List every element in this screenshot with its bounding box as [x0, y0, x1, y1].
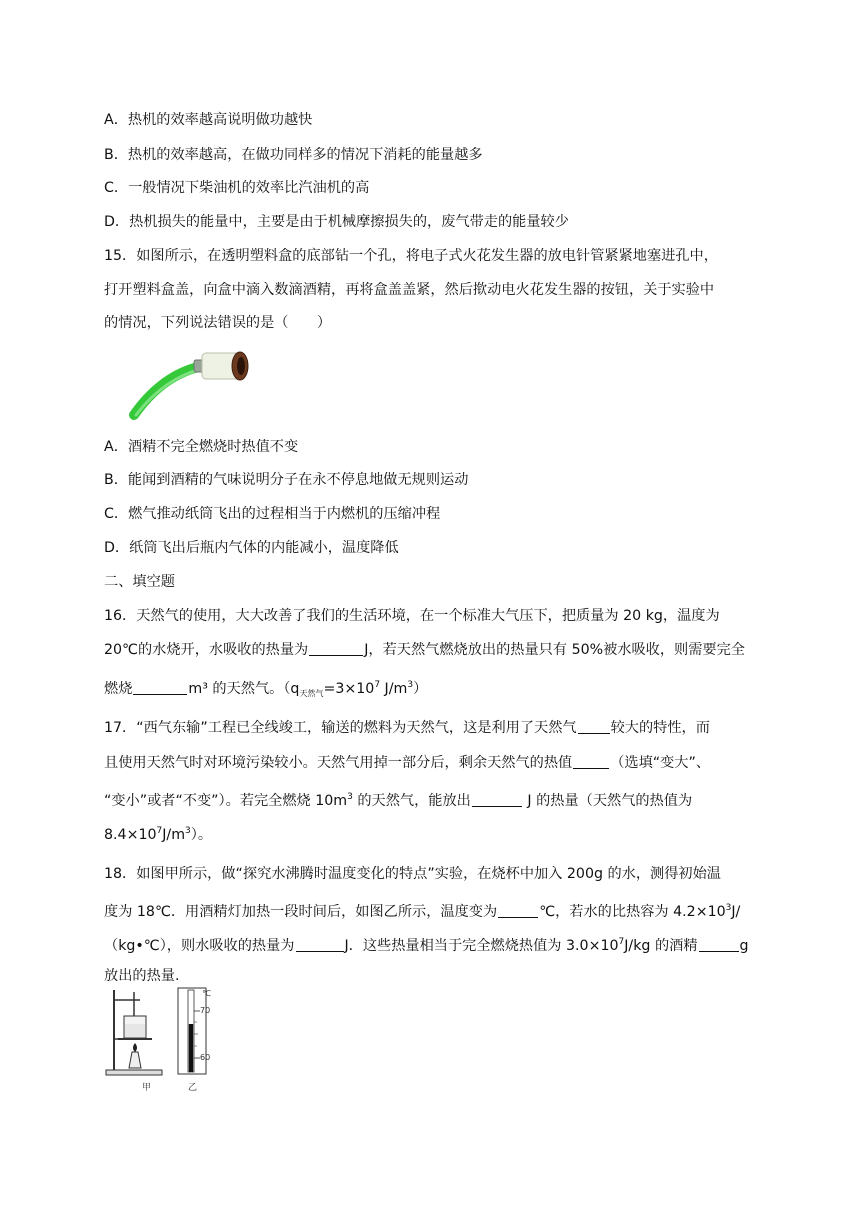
- thermometer-tick-60: 60: [200, 1053, 211, 1062]
- q18-blank-2: [296, 937, 344, 952]
- figure-label-jia: 甲: [142, 1083, 152, 1093]
- q16-line2: 20℃的水烧开，水吸收的热量为 J，若天然气燃烧放出的热量只有 50%被水吸收，则需要完全: [104, 642, 745, 658]
- q17-line4: $8.4\times 10^7J/m^3$）。: [104, 826, 213, 843]
- q16-line3: 燃烧 m³ 的天然气。（$q_{天然气}=3\times 10^7$ $J/m^3$）: [104, 680, 428, 698]
- q14-option-c: C．一般情况下柴油机的效率比汽油机的高: [104, 180, 370, 196]
- q18-line2: 度为 18℃．用酒精灯加热一段时间后，如图乙所示，温度变为 ℃，若水的比热容为 $4.2\times 10^3J/$: [104, 903, 741, 920]
- q15-option-b: B．能闻到酒精的气味说明分子在永不停息地做无规则运动: [104, 472, 469, 488]
- figure-label-yi: 乙: [188, 1083, 198, 1093]
- q17-blank-1: [578, 719, 610, 734]
- q14-option-b: B．热机的效率越高，在做功同样多的情况下消耗的能量越多: [104, 147, 483, 163]
- q16-blank-1: [309, 641, 363, 656]
- q14-option-d: D．热机损失的能量中，主要是由于机械摩擦损失的，废气带走的能量较少: [104, 214, 569, 230]
- q15-option-a: A．酒精不完全燃烧时热值不变: [104, 439, 299, 455]
- thermometer-tick-70: 70: [200, 1006, 211, 1015]
- q17-line3: “变小”或者“不变”）。若完全燃烧 $10m^3$ 的天然气，能放出 J 的热量（天然气的热值为: [104, 792, 693, 809]
- q18-line4: 放出的热量.: [104, 968, 180, 984]
- q18-experiment-figure: [104, 986, 222, 1086]
- q15-stem-line3: 的情况，下列说法错误的是（ ）: [104, 315, 332, 331]
- section-heading-fill-blank: 二、填空题: [104, 574, 175, 590]
- q15-option-c: C．燃气推动纸筒飞出的过程相当于内燃机的压缩冲程: [104, 506, 441, 522]
- q17-line1: 17．“西气东输”工程已全线竣工，输送的燃料为天然气，这是利用了天然气 较大的特性，而: [104, 720, 710, 736]
- q17-blank-2: [573, 754, 609, 769]
- q18-line3: （kg•℃），则水吸收的热量为 J．这些热量相当于完全燃烧热值为 $3.0\times 10^7J/kg$ 的酒精 g: [104, 937, 749, 954]
- q15-experiment-figure: [128, 345, 258, 425]
- q14-option-a: A．热机的效率越高说明做功越快: [104, 112, 313, 128]
- thermometer-unit: ℃: [202, 989, 211, 998]
- q18-line1: 18．如图甲所示，做“探究水沸腾时温度变化的特点”实验，在烧杯中加入 200g 的水，测得初始温: [104, 866, 721, 882]
- q15-stem-line1: 15．如图所示，在透明塑料盒的底部钻一个孔，将电子式火花发生器的放电针管紧紧地塞进孔中，: [104, 248, 718, 264]
- q18-blank-3: [699, 937, 739, 952]
- q16-line1: 16．天然气的使用，大大改善了我们的生活环境，在一个标准大气压下，把质量为 20 kg，温度为: [104, 608, 720, 624]
- q17-blank-3: [472, 792, 522, 807]
- q18-blank-1: [498, 903, 538, 918]
- q16-blank-2: [133, 680, 187, 695]
- q17-line2: 且使用天然气时对环境污染较小。天然气用掉一部分后，剩余天然气的热值 （选填“变大”、: [104, 755, 711, 771]
- q15-stem-line2: 打开塑料盒盖，向盒中滴入数滴酒精，再将盒盖盖紧，然后揿动电火花发生器的按钮，关于实验中: [104, 282, 715, 298]
- q15-option-d: D．纸筒飞出后瓶内气体的内能减小，温度降低: [104, 540, 399, 556]
